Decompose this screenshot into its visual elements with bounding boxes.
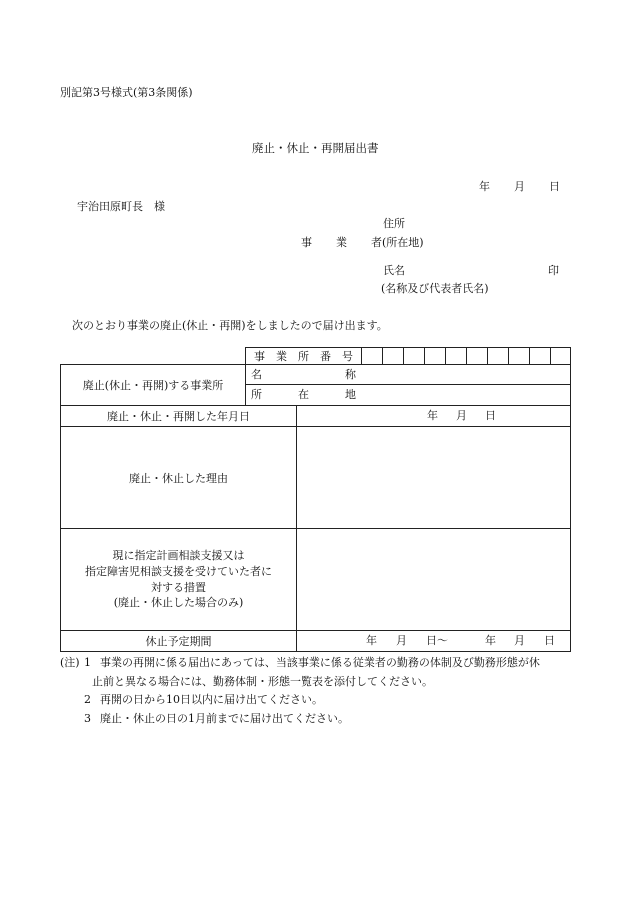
note-2-number: 2 (84, 693, 91, 706)
business-label-char-2: 業 (336, 236, 347, 249)
measures-label-line-1: 現に指定計画相談支援又は (112, 548, 245, 562)
date-row-year: 年 (427, 409, 438, 422)
name-note: (名称及び代表者氏名) (381, 282, 489, 295)
business-number-label: 事 業 所 番 号 (254, 350, 353, 363)
establishment-location-label-1: 所 (251, 388, 262, 401)
establishment-location-label-3: 地 (345, 388, 356, 401)
measures-label-line-2: 指定障害児相談支援を受けていた者に (85, 564, 272, 578)
business-label-char-3: 者(所在地) (371, 236, 424, 249)
suspension-label: 休止予定期間 (145, 635, 212, 648)
note-3-text: 廃止・休止の日の1月前までに届け出てください。 (100, 712, 349, 725)
business-number-input[interactable] (362, 348, 570, 364)
establishment-name-label-1: 名 (251, 368, 262, 381)
suspension-to-month: 月 (514, 634, 525, 647)
seal-label: 印 (548, 264, 559, 277)
note-1-continuation: 止前と異なる場合には、勤務体制・形態一覧表を添付してください。 (92, 675, 433, 688)
document-title: 廃止・休止・再開届出書 (252, 141, 379, 155)
establishment-name-input[interactable] (360, 365, 570, 384)
establishment-location-input[interactable] (360, 385, 570, 405)
note-2-text: 再開の日から10日以内に届け出てください。 (100, 693, 323, 706)
name-label: 氏名 (383, 264, 405, 277)
note-1-number: 1 (84, 656, 91, 669)
measures-label-line-4: (廃止・休止した場合のみ) (113, 596, 244, 610)
intro-text: 次のとおり事業の廃止(休止・再開)をしましたので届け出ます。 (72, 319, 388, 332)
note-1-text: 事業の再開に係る届出にあっては、当該事業に係る従業者の勤務の体制及び勤務形態が休 (100, 656, 540, 669)
suspension-to-day: 日 (544, 634, 555, 647)
business-label-char-1: 事 (301, 236, 312, 249)
suspension-from-day: 日〜 (426, 634, 448, 647)
reason-input[interactable] (297, 427, 570, 528)
measures-input[interactable] (297, 529, 570, 630)
notes-prefix: (注) (60, 656, 80, 669)
date-row-label: 廃止・休止・再開した年月日 (107, 410, 250, 423)
measures-label (61, 529, 296, 630)
date-day-label: 日 (549, 180, 560, 193)
reason-label: 廃止・休止した理由 (129, 471, 228, 485)
address-label: 住所 (383, 217, 405, 230)
suspension-to-year: 年 (485, 634, 496, 647)
date-row-day: 日 (485, 409, 496, 422)
note-3-number: 3 (84, 712, 91, 725)
establishment-label: 廃止(休止・再開)する事業所 (82, 379, 224, 392)
form-id: 別記第3号様式(第3条関係) (60, 86, 193, 99)
establishment-location-label-2: 在 (298, 388, 309, 401)
date-row-month: 月 (456, 409, 467, 422)
addressee: 宇治田原町長 様 (77, 200, 165, 213)
suspension-from-month: 月 (396, 634, 407, 647)
date-year-label: 年 (479, 180, 490, 193)
measures-label-line-3: 対する措置 (151, 580, 206, 594)
suspension-from-year: 年 (366, 634, 377, 647)
establishment-name-label-2: 称 (345, 368, 356, 381)
date-month-label: 月 (514, 180, 525, 193)
